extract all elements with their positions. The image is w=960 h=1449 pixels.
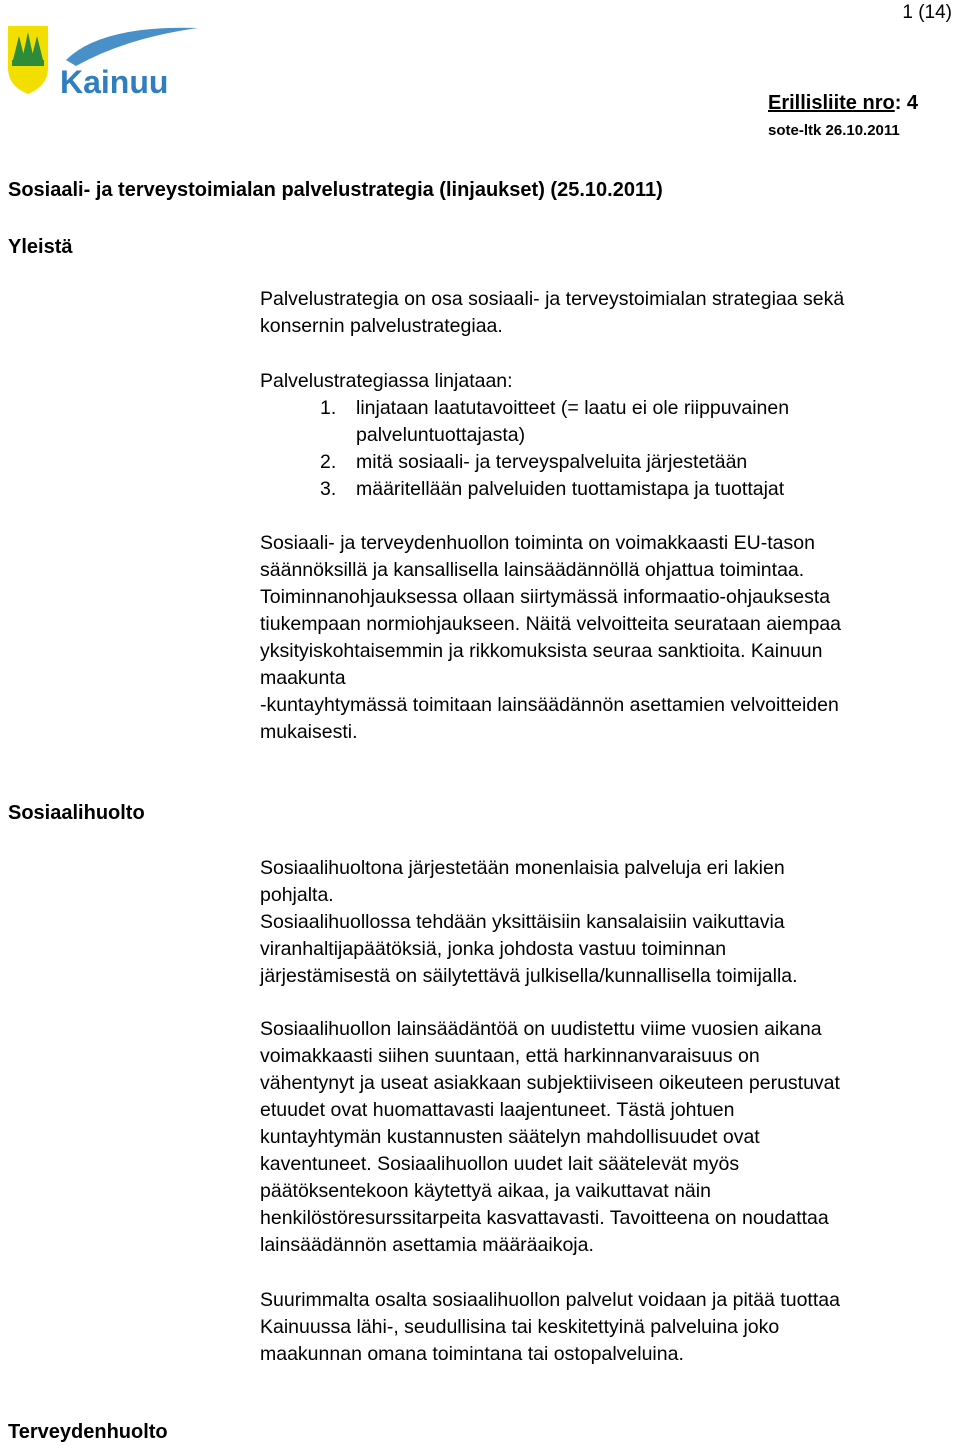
sosiaalihuolto-paragraph-1 — [260, 855, 798, 990]
text-line: pohjalta. — [260, 884, 334, 906]
text-line: yksityiskohtaisemmin ja rikkomuksista seuraa sanktioita. Kainuun — [260, 640, 823, 662]
strategy-list — [320, 395, 789, 503]
text-line: Sosiaalihuollossa tehdään yksittäisiin kansalaisiin vaikuttavia — [260, 911, 785, 933]
list-item — [320, 395, 789, 449]
yleista-intro — [260, 286, 844, 340]
text-line: Palvelustrategia on osa sosiaali- ja terveystoimialan strategiaa sekä — [260, 288, 845, 310]
text-line: voimakkaasti siihen suuntaan, että harkinnanvaraisuus on — [260, 1045, 760, 1067]
attachment-label-text: Erillisliite nro — [768, 92, 895, 114]
text-line: mukaisesti. — [260, 721, 358, 743]
logo-swoosh-icon — [66, 28, 198, 66]
text-line: Sosiaalihuollon lainsäädäntöä on uudistettu viime vuosien aikana — [260, 1018, 822, 1040]
text-line: vähentynyt ja useat asiakkaan subjektiiviseen oikeuteen perustuvat — [260, 1072, 840, 1094]
logo-text: Kainuu — [60, 64, 169, 100]
attachment-number: : 4 — [894, 92, 919, 114]
kainuu-logo — [6, 20, 206, 104]
sosiaalihuolto-paragraph-3 — [260, 1287, 840, 1368]
document-title: Sosiaali- ja terveystoimialan palvelustrategia (linjaukset) (25.10.2011) — [8, 179, 663, 201]
text-line: Sosiaalihuoltona järjestetään monenlaisia palveluja eri lakien — [260, 857, 785, 879]
text-line: henkilöstöresurssitarpeita kasvattavasti. Tavoitteena on noudattaa — [260, 1207, 829, 1229]
list-number: 3. — [320, 478, 337, 500]
text-line: tiukempaan normiohjaukseen. Näitä velvoitteita seurataan aiempaa — [260, 613, 842, 635]
list-number: 2. — [320, 451, 337, 473]
list-intro: Palvelustrategiassa linjataan: — [260, 370, 513, 392]
text-line: Suurimmalta osalta sosiaalihuollon palvelut voidaan ja pitää tuottaa — [260, 1289, 840, 1311]
meeting-reference: sote-ltk 26.10.2011 — [768, 122, 900, 139]
list-item — [320, 449, 789, 476]
sosiaalihuolto-paragraph-2 — [260, 1016, 840, 1259]
page-number: 1 (14) — [902, 2, 952, 23]
text-line: Toiminnanohjauksessa ollaan siirtymässä informaatio-ohjauksesta — [260, 586, 831, 608]
section-heading-yleista: Yleistä — [8, 236, 73, 258]
text-line: Sosiaali- ja terveydenhuollon toiminta on voimakkaasti EU-tason — [260, 532, 815, 554]
text-line: lainsäädännön asettamia määräaikoja. — [260, 1234, 594, 1256]
section-heading-terveydenhuolto: Terveydenhuolto — [8, 1421, 168, 1443]
text-line: järjestämisestä on säilytettävä julkisella/kunnallisella toimijalla. — [260, 965, 798, 987]
text-line: viranhaltijapäätöksiä, jonka johdosta vastuu toiminnan — [260, 938, 727, 960]
text-line: maakunta — [260, 667, 346, 689]
text-line: maakunnan omana toimintana tai ostopalveluina. — [260, 1343, 684, 1365]
text-line: konsernin palvelustrategiaa. — [260, 315, 503, 337]
text-line: palveluntuottajasta) — [356, 424, 526, 446]
list-number: 1. — [320, 397, 337, 419]
attachment-label — [768, 92, 918, 115]
text-line: määritellään palveluiden tuottamistapa ja tuottajat — [356, 478, 785, 500]
text-line: mitä sosiaali- ja terveyspalveluita järjestetään — [356, 451, 748, 473]
text-line: päätöksentekoon käytettyä aikaa, ja vaikuttavat näin — [260, 1180, 711, 1202]
text-line: säännöksillä ja kansallisella lainsäädännöllä ohjattua toimintaa. — [260, 559, 805, 581]
yleista-paragraph — [260, 530, 841, 746]
text-line: kaventuneet. Sosiaalihuollon uudet lait säätelevät myös — [260, 1153, 740, 1175]
section-heading-sosiaalihuolto: Sosiaalihuolto — [8, 802, 145, 824]
text-line: -kuntayhtymässä toimitaan lainsäädännön asettamien velvoitteiden — [260, 694, 839, 716]
text-line: etuudet ovat huomattavasti laajentuneet. Tästä johtuen — [260, 1099, 735, 1121]
text-line: Kainuussa lähi-, seudullisina tai keskitettyinä palveluina joko — [260, 1316, 780, 1338]
text-line: kuntayhtymän kustannusten säätelyn mahdollisuudet ovat — [260, 1126, 760, 1148]
list-item — [320, 476, 789, 503]
text-line: linjataan laatutavoitteet (= laatu ei ole riippuvainen — [356, 397, 790, 419]
